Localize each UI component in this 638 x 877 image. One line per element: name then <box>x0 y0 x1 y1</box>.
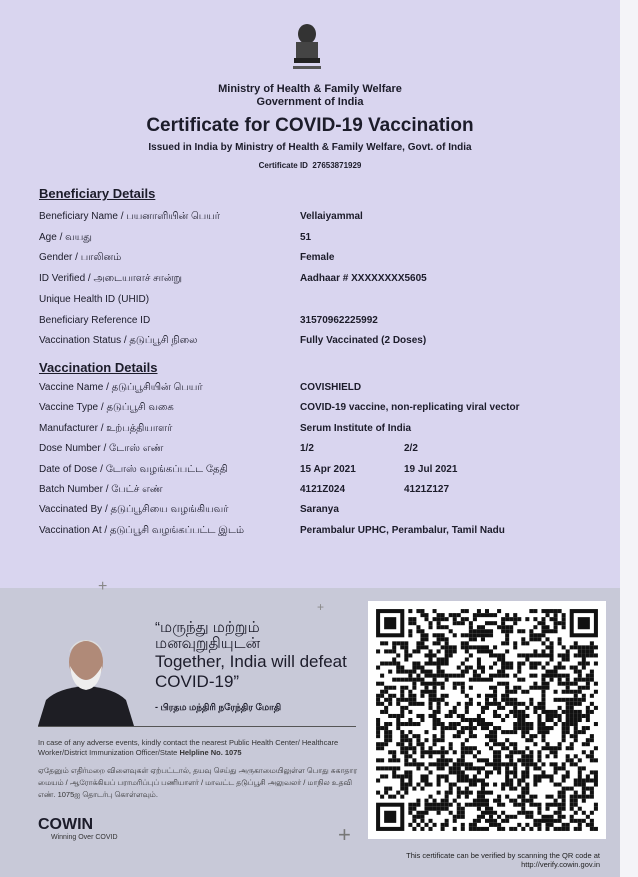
pm-quote <box>155 620 347 692</box>
field-value: 31570962225992 <box>300 314 378 326</box>
field-value: 4121Z024 <box>300 484 346 495</box>
quote-english-2: COVID-19” <box>155 672 240 691</box>
field-label: Vaccination At / தடுப்பூசி வழங்கப்பட்ட இடம் <box>39 524 244 536</box>
field-label: ID Verified / அடையாளச் சான்று <box>39 273 182 285</box>
field-label: Dose Number / டோஸ் எண் <box>39 443 164 455</box>
field-label: Vaccination Status / தடுப்பூசி நிலை <box>39 335 198 347</box>
field-value: 1/2 <box>300 443 314 455</box>
pm-photo <box>38 622 134 726</box>
field-label: Manufacturer / உற்பத்தியாளர் <box>39 422 173 434</box>
field-value: 51 <box>300 231 312 243</box>
field-value: COVISHIELD <box>300 382 362 393</box>
field-value: Perambalur UPHC, Perambalur, Tamil Nadu <box>300 524 505 536</box>
field-value: Fully Vaccinated (2 Doses) <box>300 335 427 347</box>
field-label: Unique Health ID (UHID) <box>39 293 150 305</box>
plus-icon: + <box>338 822 351 847</box>
field-value: 15 Apr 2021 <box>300 463 356 475</box>
verify-url[interactable]: http://verify.cowin.gov.in <box>521 860 600 869</box>
field-value: Saranya <box>300 504 339 516</box>
quote-tamil-2: மனவுறுதியுடன் <box>155 635 261 652</box>
field-label: Batch Number / பேட்ச் எண் <box>39 484 163 495</box>
field-label: Beneficiary Name / பயனாளியின் பெயர் <box>39 211 221 222</box>
divider <box>38 726 356 727</box>
field-label: Gender / பாலினம் <box>39 252 122 264</box>
qr-code <box>368 601 606 839</box>
field-value: Vellaiyammal <box>300 211 363 222</box>
page-title: Certificate for COVID-19 Vaccination <box>146 115 474 136</box>
adverse-events-english <box>38 738 358 758</box>
quote-attribution: - பிரதம மந்திரி நரேந்திர மோதி <box>155 702 282 712</box>
certificate-id <box>0 161 620 170</box>
issued-by: Issued in India by Ministry of Health & Family Welfare, Govt. of India <box>148 142 472 153</box>
certificate-id-value: 27653871929 <box>312 161 362 170</box>
field-label: Beneficiary Reference ID <box>39 314 151 326</box>
field-label: Date of Dose / டோஸ் வழங்கப்பட்ட தேதி <box>39 463 228 475</box>
ministry-name: Ministry of Health & Family Welfare <box>218 83 402 95</box>
field-value: Female <box>300 252 335 264</box>
quote-english-1: Together, India will defeat <box>155 652 347 671</box>
scan-edge <box>620 0 638 877</box>
field-label: Vaccine Type / தடுப்பூசி வகை <box>39 402 174 414</box>
verify-text: This certificate can be verified by scanning the QR code at <box>406 851 600 860</box>
field-value-dose2: 2/2 <box>404 443 418 455</box>
field-value: COVID-19 vaccine, non-replicating viral vector <box>300 402 520 414</box>
field-label: Vaccine Name / தடுப்பூசியின் பெயர் <box>39 382 203 393</box>
field-value: Serum Institute of India <box>300 422 412 434</box>
field-value-dose2: 4121Z127 <box>404 484 450 495</box>
helpline: Helpline No. 1075 <box>179 748 242 757</box>
cowin-tagline: Winning Over COVID <box>51 834 118 841</box>
field-label: Vaccinated By / தடுப்பூசியை வழங்கியவர் <box>39 504 229 516</box>
quote-tamil-1: “மருந்து மற்றும் <box>155 619 260 636</box>
field-value: Aadhaar # XXXXXXXX5605 <box>300 273 427 285</box>
cowin-logo: COWIN <box>38 816 94 833</box>
plus-icon: + <box>98 578 108 595</box>
certificate-id-label: Certificate ID <box>258 161 308 170</box>
government-name: Government of India <box>256 96 364 108</box>
field-value-dose2: 19 Jul 2021 <box>404 463 458 475</box>
adverse-text: In case of any adverse events, kindly contact the nearest Public Health Center/ Healthcare Worker/District Immunization Officer/State <box>38 738 339 757</box>
adverse-events-tamil: ஏதேனும் எதிர்மறை விளைவுகள் ஏற்பட்டால், தயவு செய்து அருகாமையிலுள்ள பொது சுகாதார மையம் / ஆரோக்கியப் பராமரிப்புப் பணியாளர் / மாவட்ட தடுப்பூசி அலுவலர் / மாநில உதவி எண். 1075ஐ தொடர்பு கொள்ளவும். <box>38 766 358 799</box>
vaccination-heading: Vaccination Details <box>39 360 158 375</box>
field-label: Age / வயது <box>39 231 92 243</box>
beneficiary-heading: Beneficiary Details <box>39 186 156 201</box>
issuer <box>0 83 620 109</box>
national-emblem-icon <box>290 22 324 72</box>
plus-icon: + <box>317 600 325 614</box>
verify-note <box>360 851 600 869</box>
